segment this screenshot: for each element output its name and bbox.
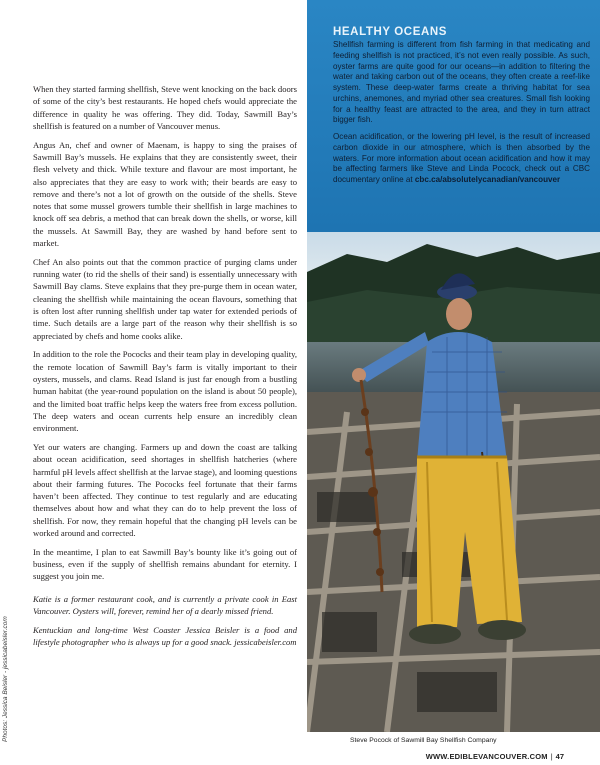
photographer-bio: Kentuckian and long-time West Coaster Jessica Beisler is a food and lifestyle photographer who is always up for a good snack. jessicabeisler.com (33, 624, 297, 648)
article-paragraph: In addition to the role the Pococks and their team play in developing quality, the remote location of Sawmill Bay’s farm is vitally important to their oysters, mussels, and clams. Read Island is just far enough from a bustling human habitat (the year-round population on the island is about 50 people), and the limited boat traffic helps keep the waters free from excess pollution. The deep waters and ocean currents help ensure an incredibly clean environment. (33, 349, 297, 434)
sidebar-paragraph-text: Ocean acidification, or the lowering pH level, is the result of increased carbon dioxide in our atmosphere, which is then absorbed by the waters. For more information about ocean acidification and how it may be affecting farmers like Steve and Linda Pocock, check out a CBC documentary online at (333, 132, 590, 184)
article-body (33, 83, 297, 655)
author-bio: Katie is a former restaurant cook, and is currently a private cook in East Vancouver. Oysters will, forever, remind her of a dearly missed friend. (33, 593, 297, 616)
sidebar-paragraph (333, 132, 590, 186)
cbc-link[interactable]: cbc.ca/absolutelycanadian/vancouver (414, 175, 561, 184)
website-url[interactable]: WWW.EDIBLEVANCOUVER.COM (425, 752, 548, 761)
photo-caption: Steve Pocock of Sawmill Bay Shellfish Company (350, 737, 497, 744)
page-number: 47 (555, 752, 564, 761)
farmer-photo (307, 232, 600, 732)
article-paragraph: Angus An, chef and owner of Maenam, is happy to sing the praises of Sawmill Bay’s mussels. He explains that they are consistently sweet, their flesh velvety and thick. While texture and flavour are most important, he also appreciates that they are easy to work with; their beards are easy to remove and there’s not a lot of growth on the outside of the shells. Steve notes that some mussel growers tumble their shellfish in large machines to knock off sea debris, a method that can break down the shells, or worse, kill the mussels. At Sawmill Bay, they are washed by hand before sent to market. (33, 139, 297, 248)
article-paragraph: Chef An also points out that the common practice of purging clams under running water (to rid the shells of their sand) is essentially unnecessary with Sawmill Bay clams. Steve explains that they pre-purge them in ocean water, cleaning the shellfish while maintaining the ocean flavours, something that is often lost after running shellfish under tap water for extended periods of time. Such details are a large part of the reason why their shellfish is so appreciated by chefs and home cooks alike. (33, 256, 297, 341)
oyster-farm-illustration (307, 232, 600, 732)
sidebar-paragraph: Shellfish farming is different from fish farming in that medicating and feeding shellfish is not practiced, it’s not even really possible. As such, oyster farms are quite good for our oceans—in addition to filtering the water and taking carbon out of the oceans, they often create a reef-like system. These deep-water farms create a thriving habitat for sea urchins, anemones, and myriad other sea creatures. Small fish looking for a healthy feast are attracted to the area, and they in turn attract bigger fish. (333, 40, 590, 125)
page-footer (426, 752, 564, 761)
footer-separator: | (550, 752, 553, 761)
photo-credit-text: Photos: Jessica Beisler - jessicabeisler.com (2, 616, 9, 742)
sidebar-title: HEALTHY OCEANS (333, 26, 448, 38)
photo-credit (2, 612, 16, 742)
article-paragraph: Yet our waters are changing. Farmers up and down the coast are talking about ocean acidification, seed shortages in shellfish hatcheries (where harmful pH levels affect shellfish at the larvae stage), and looming questions about their farming futures. The Pococks feel fortunate that their farms haven’t been affected. They continue to test regularly and are educating themselves about how and what they can do to help prevent the loss of shellfish. For now, they remain hopeful that the changing pH levels can be worked around and corrected. (33, 441, 297, 538)
article-paragraph: In the meantime, I plan to eat Sawmill Bay’s bounty like it’s going out of business, even if the supply of shellfish remains abundant for eternity. I suggest you join me. (33, 546, 297, 582)
article-paragraph: When they started farming shellfish, Steve went knocking on the back doors of some of the city’s best restaurants. He hoped chefs would appreciate the difference in quality he was offering. They did. Today, Sawmill Bay’s shellfish is featured on a number of Vancouver menus. (33, 84, 297, 131)
healthy-oceans-sidebar (307, 0, 600, 232)
